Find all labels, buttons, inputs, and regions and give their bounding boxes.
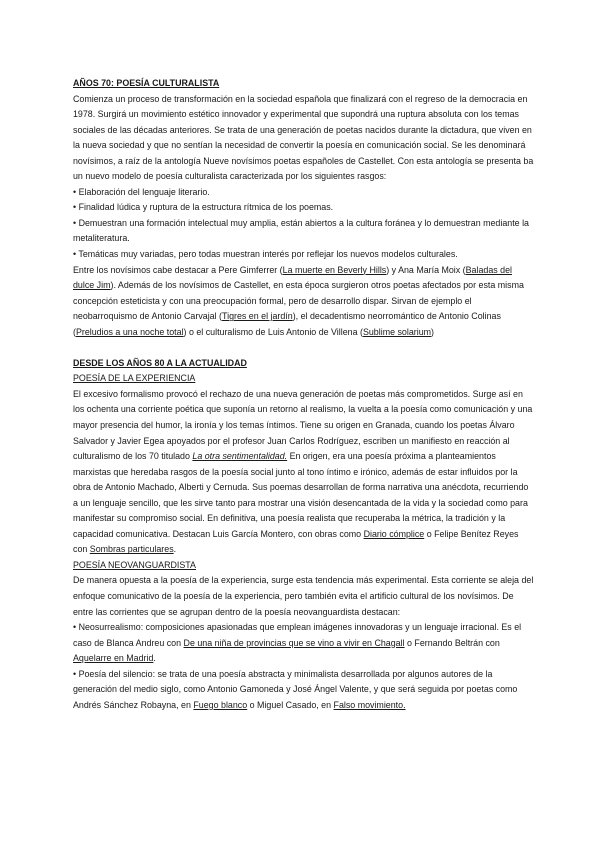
work-title: Preludios a una noche total <box>75 326 184 337</box>
subheading-poesia-experiencia: POESÍA DE LA EXPERIENCIA <box>73 373 196 384</box>
bullet-item: • Demuestran una formación intelectual muy amplia, están abiertos a la cultura foránea y lo demuestran mediante la metaliteratura. <box>73 217 529 244</box>
bullet-item-neosurrealismo: • Neosurrealismo: composiciones apasionadas que emplean imágenes innovadoras y un lenguaje irracional. Es el caso de Blanca Andreu con De una niña de provincias que se vino a vivir en Chagall o Fernando Beltrán con Aquelarre en Madrid. <box>73 622 522 664</box>
work-title: Falso movimiento. <box>333 699 406 710</box>
bullet-item-poesia-silencio: • Poesía del silencio: se trata de una poesía abstracta y minimalista desarrollada por algunos autores de la generación del medio siglo, como Antonio Gamoneda y José Ángel Valente, y que será seguida por poetas como Andrés Sánchez Robayna, en Fuego blanco o Miguel Casado, en Falso movimiento. <box>73 668 518 710</box>
work-title: Tigres en el jardín <box>222 311 293 322</box>
work-title: Sublime solarium <box>362 326 432 337</box>
bullet-item: • Finalidad lúdica y ruptura de la estructura rítmica de los poemas. <box>73 202 334 213</box>
work-title: La muerte en Beverly Hills <box>282 264 387 275</box>
work-title: Diario cómplice <box>363 528 425 539</box>
work-title: La otra sentimentalidad. <box>192 451 288 462</box>
section-heading-desde-los-80: DESDE LOS AÑOS 80 A LA ACTUALIDAD <box>73 357 247 368</box>
paragraph-culturalista-authors: Entre los novísimos cabe destacar a Pere Gimferrer (La muerte en Beverly Hills) y Ana María Moix (Baladas del dulce Jim). Además de los novísimos de Castellet, en esta época surgieron otros poetas afectados por esta misma concepción esteticista y con una preocupación formal, pero de desarrollo dispar. Sirvan de ejemplo el neobarroquismo de Antonio Carvajal (Tigres en el jardín), el decadentismo neorromántico de Antonio Colinas (Preludios a una noche total) o el culturalismo de Luis Antonio de Villena (Sublime solarium) <box>73 264 524 337</box>
work-title: De una niña de provincias que se vino a vivir en Chagall <box>183 637 405 648</box>
work-title: Baladas del dulce Jim <box>73 264 513 291</box>
subheading-poesia-neovanguardista: POESÍA NEOVANGUARDISTA <box>73 559 196 570</box>
section-heading-poesia-culturalista: AÑOS 70: POESÍA CULTURALISTA <box>73 78 220 88</box>
document-page <box>73 76 535 713</box>
work-title: Fuego blanco <box>193 699 248 710</box>
bullet-item: • Elaboración del lenguaje literario. <box>73 186 210 197</box>
section-spacer <box>73 340 535 356</box>
work-title: Sombras particulares <box>89 544 174 555</box>
bullet-item: • Temáticas muy variadas, pero todas muestran interés por reflejar los nuevos modelos culturales. <box>73 249 458 260</box>
paragraph-poesia-experiencia: El excesivo formalismo provocó el rechazo de una nueva generación de poetas más comprometidos. Surge así en los ochenta una corriente poética que suponía un retorno al realismo, la vuelta a la poesía como comunicación y una mayor presencia del humor, la ironía y los temas íntimos. Tiene su origen en Granada, cuando los poetas Álvaro Salvador y Javier Egea apoyados por el profesor Juan Carlos Rodríguez, escriben un manifiesto en reacción al culturalismo de los 70 titulado La otra sentimentalidad. En origen, era una poesía próxima a planteamientos marxistas que heredaba rasgos de la poesía social junto al tono íntimo e irónico, además de estar influidos por la obra de Antonio Machado, Alberti y Cernuda. Sus poemas desarrollan de forma narrativa una anécdota, recurriendo a un lenguaje sencillo, que les sirve tanto para mostrar una visión desencantada de la vida y la sociedad como para manifestar su compromiso social. En definitiva, una poesía realista que recuperaba la métrica, la tradición y la capacidad comunicativa. Destacan Luis García Montero, con obras como Diario cómplice o Felipe Benítez Reyes con Sombras particulares. <box>73 388 533 555</box>
paragraph-culturalista-intro: Comienza un proceso de transformación en la sociedad española que finalizará con el regreso de la democracia en 1978. Surgirá un movimiento estético innovador y experimental que supondrá una ruptura absoluta con los temas sociales de las décadas anteriores. Se trata de una generación de poetas nacidos durante la dictadura, que viven en la nueva sociedad y que no sentían la necesidad de convertir la poesía en comunicación social. Se les denominará novísimos, a raíz de la antología Nueve novísimos poetas españoles de Castellet. Con esta antología se presenta ba un nuevo modelo de poesía culturalista caracterizada por los siguientes rasgos: <box>73 93 534 182</box>
paragraph-neovanguardista-intro: De manera opuesta a la poesía de la experiencia, surge esta tendencia más experimental. Esta corriente se aleja del enfoque comunicativo de la poesía de la experiencia, pero también evita el artificio cultural de los novísimos. De entre las corrientes que se agrupan dentro de la poesía neovanguardista destacan: <box>73 575 534 617</box>
work-title: Aquelarre en Madrid <box>73 653 154 664</box>
